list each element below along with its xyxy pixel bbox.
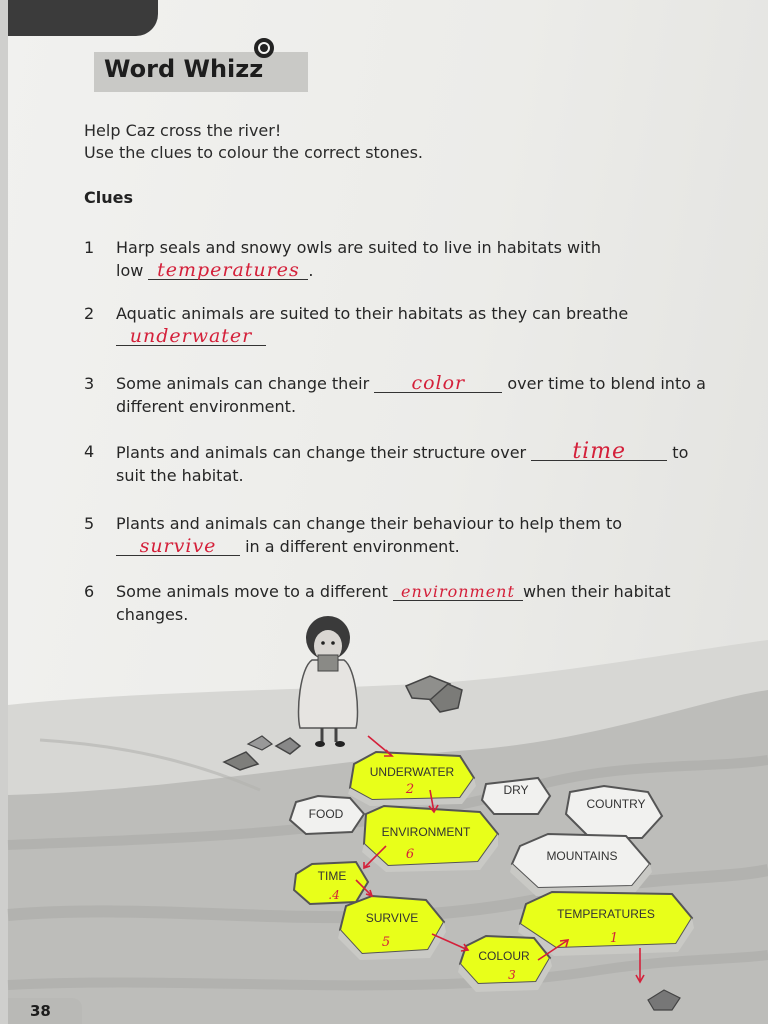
stone-dry (482, 778, 550, 814)
stone-mark: .4 (328, 888, 340, 902)
handwritten-answer: survive (139, 535, 217, 557)
stone-label: TIME (317, 869, 347, 883)
handwritten-answer: color (411, 372, 466, 394)
stone-mark: 2 (405, 782, 415, 797)
page-number: 38 (30, 1002, 51, 1020)
clue-text: over time to blend into a (507, 374, 706, 393)
clue-text: Some animals move to a different (116, 582, 388, 601)
stone-underwater (348, 752, 476, 806)
instruction-line-2: Use the clues to colour the correct stones. (84, 143, 423, 162)
stone-label: COUNTRY (586, 797, 646, 811)
clue-number: 3 (84, 374, 95, 393)
stone-survive (338, 896, 446, 960)
stone-food (290, 796, 364, 834)
stone-label: SURVIVE (365, 911, 419, 925)
stone-label: TEMPERATURES (557, 907, 655, 921)
stone-label: DRY (503, 783, 529, 797)
clues-heading: Clues (84, 188, 133, 207)
stone-mark: 3 (508, 968, 516, 982)
clue-text: to (672, 443, 689, 462)
clue-number: 5 (84, 514, 95, 533)
clue-text: in a different environment. (245, 537, 460, 556)
clue-text: Aquatic animals are suited to their habitats as they can breathe (116, 304, 629, 323)
page-title: Word Whizz (104, 55, 264, 83)
stone-label: FOOD (308, 807, 344, 821)
clue-number: 6 (84, 582, 95, 601)
stone-mark: 1 (609, 931, 619, 946)
stone-label: UNDERWATER (369, 765, 455, 779)
stone-mark: 6 (405, 847, 415, 862)
stone-mountains (510, 834, 652, 896)
clue-text: . (308, 261, 314, 280)
handwritten-answer: time (572, 439, 627, 464)
stone-temperatures (518, 892, 694, 956)
stone-label: MOUNTAINS (546, 849, 618, 863)
clue-text: Plants and animals can change their structure over (116, 443, 527, 462)
handwritten-answer: underwater (129, 325, 253, 347)
stone-label: ENVIRONMENT (381, 825, 471, 839)
handwritten-answer: environment (401, 582, 515, 601)
clue-text: Harp seals and snowy owls are suited to live in habitats with (116, 238, 601, 257)
clue-number: 2 (84, 304, 95, 323)
clue-text: changes. (116, 605, 189, 624)
clue-text: low (116, 261, 144, 280)
stone-label: COLOUR (478, 949, 530, 963)
stone-colour (458, 936, 552, 992)
stone-environment (362, 806, 498, 872)
clue-text: suit the habitat. (116, 466, 244, 485)
instruction-line-1: Help Caz cross the river! (84, 121, 282, 140)
clue-number: 4 (84, 442, 95, 461)
girl-caz-illustration (299, 616, 358, 747)
clue-text: Plants and animals can change their behaviour to help them to (116, 514, 622, 533)
stone-mark: 5 (381, 935, 391, 950)
clue-text: different environment. (116, 397, 297, 416)
page-number-tab (8, 998, 82, 1024)
stone-time (294, 862, 368, 904)
clue-text: Some animals can change their (116, 374, 370, 393)
handwritten-answer: temperatures (157, 259, 300, 281)
clue-text: when their habitat (522, 582, 671, 601)
clue-number: 1 (84, 238, 95, 257)
